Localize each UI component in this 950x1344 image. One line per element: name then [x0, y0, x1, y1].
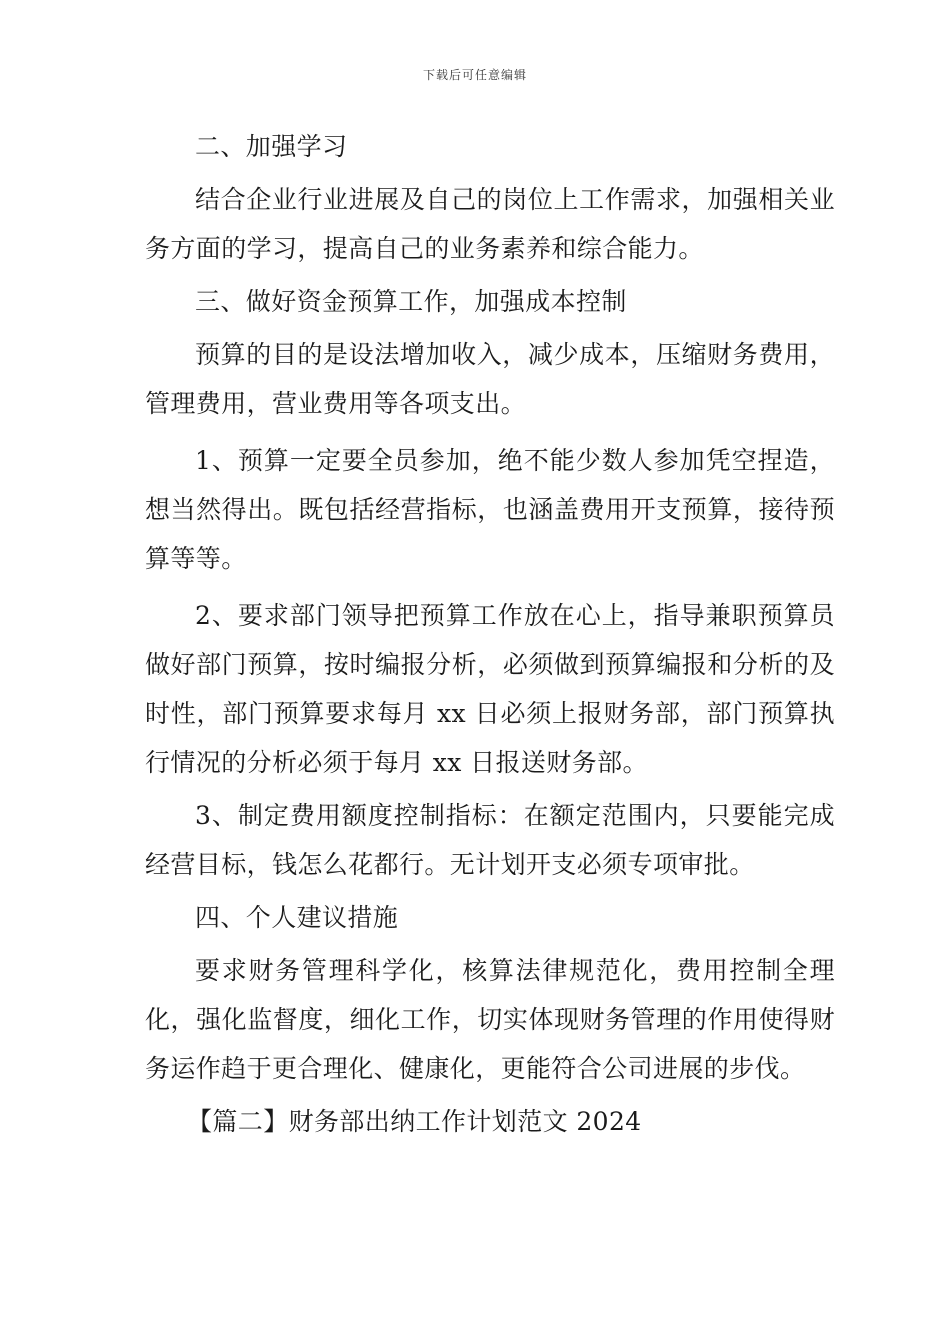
article-title: 【篇二】财务部出纳工作计划范文 2024 — [187, 1107, 642, 1136]
document-body — [145, 122, 835, 1146]
paragraph-study: 结合企业行业进展及自己的岗位上工作需求，加强相关业务方面的学习，提高自己的业务素养和综合能力。 — [145, 185, 835, 263]
page-header-note: 下载后可任意编辑 — [422, 68, 527, 82]
list-item-budget-2: 2、要求部门领导把预算工作放在心上，指导兼职预算员做好部门预算，按时编报分析，必须做到预算编报和分析的及时性，部门预算要求每月 xx 日必须上报财务部，部门预算执行情况的分析必须于每月 xx 日报送财务部。 — [145, 601, 835, 777]
section-heading-suggestions: 四、个人建议措施 — [195, 903, 399, 932]
section-heading-study: 二、加强学习 — [195, 132, 348, 161]
section-heading-budget: 三、做好资金预算工作，加强成本控制 — [195, 287, 627, 316]
paragraph-budget-purpose: 预算的目的是设法增加收入，减少成本，压缩财务费用，管理费用，营业费用等各项支出。 — [145, 340, 835, 418]
list-item-budget-3: 3、制定费用额度控制指标：在额定范围内，只要能完成经营目标，钱怎么花都行。无计划开支必须专项审批。 — [145, 801, 835, 879]
paragraph-suggestions: 要求财务管理科学化，核算法律规范化，费用控制全理化，强化监督度，细化工作，切实体现财务管理的作用使得财务运作趋于更合理化、健康化，更能符合公司进展的步伐。 — [145, 956, 835, 1083]
list-item-budget-1: 1、预算一定要全员参加，绝不能少数人参加凭空捏造，想当然得出。既包括经营指标，也涵盖费用开支预算，接待预算等等。 — [145, 446, 835, 573]
